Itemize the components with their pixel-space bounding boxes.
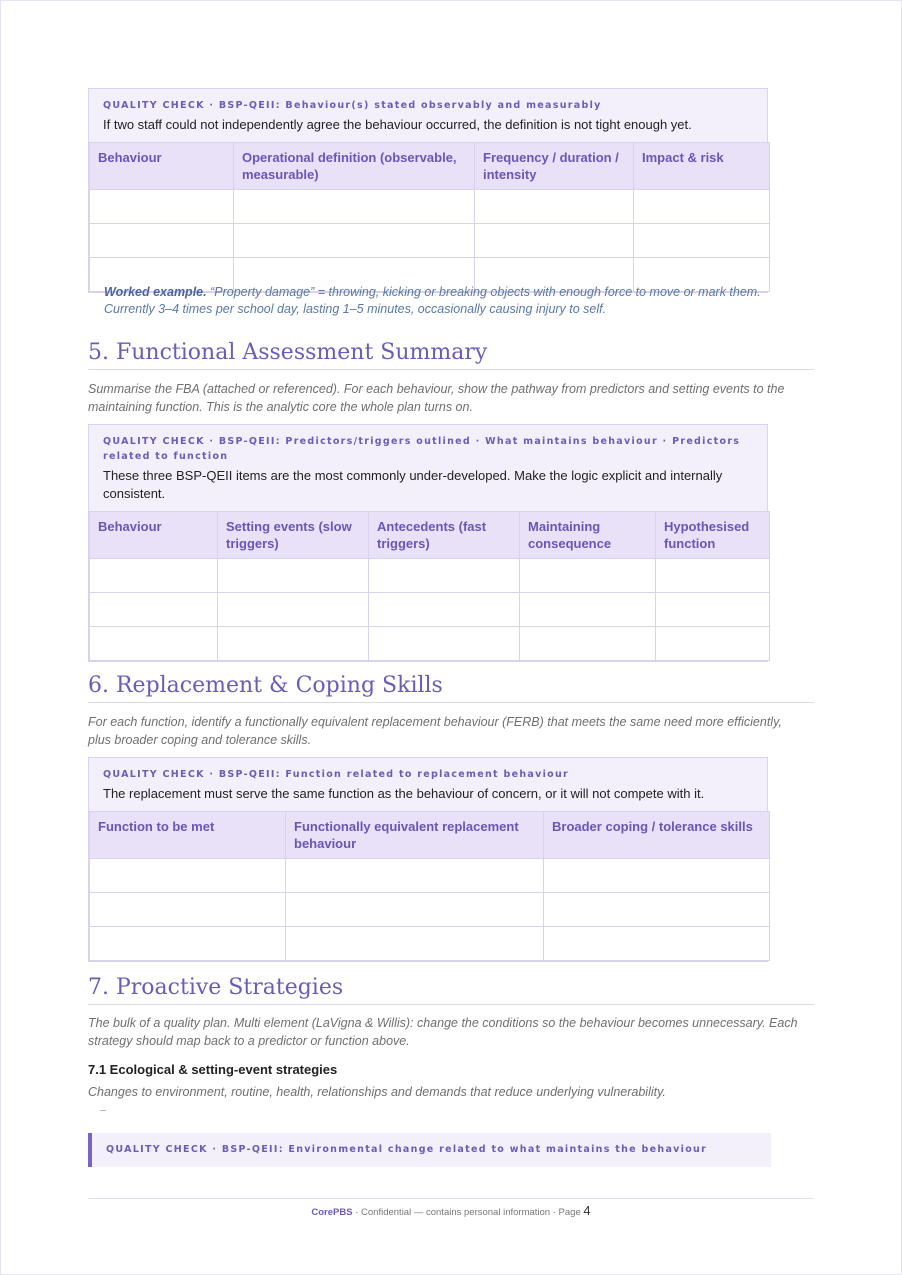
column-header: Functionally equivalent replacement behaviour xyxy=(286,812,544,859)
footer-brand: CorePBS xyxy=(311,1207,353,1218)
column-header: Behaviour xyxy=(90,143,234,190)
table-row xyxy=(90,593,770,627)
section-5-title: 5. Functional Assessment Summary xyxy=(88,340,814,370)
table-cell[interactable] xyxy=(656,559,770,593)
table-row xyxy=(90,224,770,258)
quality-check-text: The replacement must serve the same function as the behaviour of concern, or it will not compete with it. xyxy=(103,786,705,801)
table-cell[interactable] xyxy=(369,593,520,627)
subsection-7-1-title: 7.1 Ecological & setting-event strategies xyxy=(88,1062,338,1077)
table-row xyxy=(90,627,770,661)
footer-separator: · xyxy=(355,1207,359,1218)
table-cell[interactable] xyxy=(544,859,770,893)
section-5-intro: Summarise the FBA (attached or referenced). For each behaviour, show the pathway from predictors and setting events to the maintaining function. This is the analytic core the whole plan turns on. xyxy=(88,382,785,414)
table-cell[interactable] xyxy=(520,627,656,661)
table-cell[interactable] xyxy=(520,559,656,593)
quality-check-label: QUALITY CHECK · BSP-QEII: Environmental change related to what maintains the behaviour xyxy=(106,1144,708,1155)
worked-example-lead: Worked example. xyxy=(104,285,207,299)
quality-check-label: QUALITY CHECK · BSP-QEII: Predictors/triggers outlined · What maintains behaviour · Predictors related to function xyxy=(103,436,741,462)
table-cell[interactable] xyxy=(90,224,234,258)
divider xyxy=(100,1110,106,1111)
table-cell[interactable] xyxy=(544,893,770,927)
table-cell[interactable] xyxy=(520,593,656,627)
column-header: Operational definition (observable, measurable) xyxy=(234,143,475,190)
table-cell[interactable] xyxy=(218,627,369,661)
table-cell[interactable] xyxy=(90,927,286,961)
section-6-title: 6. Replacement & Coping Skills xyxy=(88,673,814,703)
column-header: Behaviour xyxy=(90,512,218,559)
quality-check-text: These three BSP-QEII items are the most commonly under-developed. Make the logic explicit and internally consistent. xyxy=(103,468,723,501)
worked-example xyxy=(104,284,809,318)
table-cell[interactable] xyxy=(634,224,770,258)
footer-separator: · xyxy=(552,1207,556,1218)
column-header: Broader coping / tolerance skills xyxy=(544,812,770,859)
worked-example-text: “Property damage” = throwing, kicking or breaking objects with enough force to move or mark them. Currently 3–4 times per school day, lasting 1–5 minutes, occasionally causing injury to self. xyxy=(104,285,761,316)
quality-check-label: QUALITY CHECK · BSP-QEII: Behaviour(s) stated observably and measurably xyxy=(103,100,602,111)
quality-check-environment-bar xyxy=(88,1133,771,1167)
table-header-row xyxy=(90,143,770,190)
table-cell[interactable] xyxy=(634,190,770,224)
column-header: Maintaining consequence xyxy=(520,512,656,559)
column-header: Function to be met xyxy=(90,812,286,859)
table-cell[interactable] xyxy=(90,859,286,893)
footer-page-label: Page xyxy=(558,1207,581,1218)
table-cell[interactable] xyxy=(90,593,218,627)
table-row xyxy=(90,190,770,224)
quality-check-label: QUALITY CHECK · BSP-QEII: Function related to replacement behaviour xyxy=(103,769,570,780)
column-header: Hypothesised function xyxy=(656,512,770,559)
section-7-intro: The bulk of a quality plan. Multi element (LaVigna & Willis): change the conditions so the behaviour becomes unnecessary. Each strategy should map back to a predictor or function above. xyxy=(88,1016,798,1048)
table-row xyxy=(90,893,770,927)
subsection-7-1-intro: Changes to environment, routine, health, relationships and demands that reduce underlying vulnerability. xyxy=(88,1085,666,1099)
page-footer xyxy=(0,1203,902,1218)
table-cell[interactable] xyxy=(218,593,369,627)
table-cell[interactable] xyxy=(286,859,544,893)
section-6-intro: For each function, identify a functionally equivalent replacement behaviour (FERB) that meets the same need more efficiently, plus broader coping and tolerance skills. xyxy=(88,715,782,747)
table-cell[interactable] xyxy=(475,190,634,224)
table-cell[interactable] xyxy=(90,190,234,224)
table-row xyxy=(90,859,770,893)
quality-check-text: If two staff could not independently agree the behaviour occurred, the definition is not tight enough yet. xyxy=(103,117,692,132)
quality-check-behaviour-box xyxy=(88,88,768,293)
column-header: Frequency / duration / intensity xyxy=(475,143,634,190)
table-row xyxy=(90,927,770,961)
behaviour-definition-table xyxy=(89,142,770,292)
table-cell[interactable] xyxy=(90,559,218,593)
table-cell[interactable] xyxy=(369,559,520,593)
quality-check-replacement-box xyxy=(88,757,768,962)
table-row xyxy=(90,559,770,593)
table-cell[interactable] xyxy=(90,627,218,661)
functional-assessment-table xyxy=(89,511,770,661)
replacement-skills-table xyxy=(89,811,770,961)
table-cell[interactable] xyxy=(475,224,634,258)
table-header-row xyxy=(90,512,770,559)
page-number: 4 xyxy=(583,1203,591,1218)
table-cell[interactable] xyxy=(286,927,544,961)
table-cell[interactable] xyxy=(544,927,770,961)
table-cell[interactable] xyxy=(234,224,475,258)
table-cell[interactable] xyxy=(234,190,475,224)
column-header: Setting events (slow triggers) xyxy=(218,512,369,559)
table-cell[interactable] xyxy=(369,627,520,661)
column-header: Impact & risk xyxy=(634,143,770,190)
table-header-row xyxy=(90,812,770,859)
footer-confidential-text: Confidential — contains personal information xyxy=(361,1207,551,1218)
footer-divider xyxy=(88,1198,814,1199)
quality-check-functional-box xyxy=(88,424,768,662)
section-7-title: 7. Proactive Strategies xyxy=(88,975,814,1005)
table-cell[interactable] xyxy=(218,559,369,593)
table-cell[interactable] xyxy=(656,593,770,627)
table-cell[interactable] xyxy=(286,893,544,927)
table-cell[interactable] xyxy=(656,627,770,661)
table-cell[interactable] xyxy=(90,893,286,927)
column-header: Antecedents (fast triggers) xyxy=(369,512,520,559)
